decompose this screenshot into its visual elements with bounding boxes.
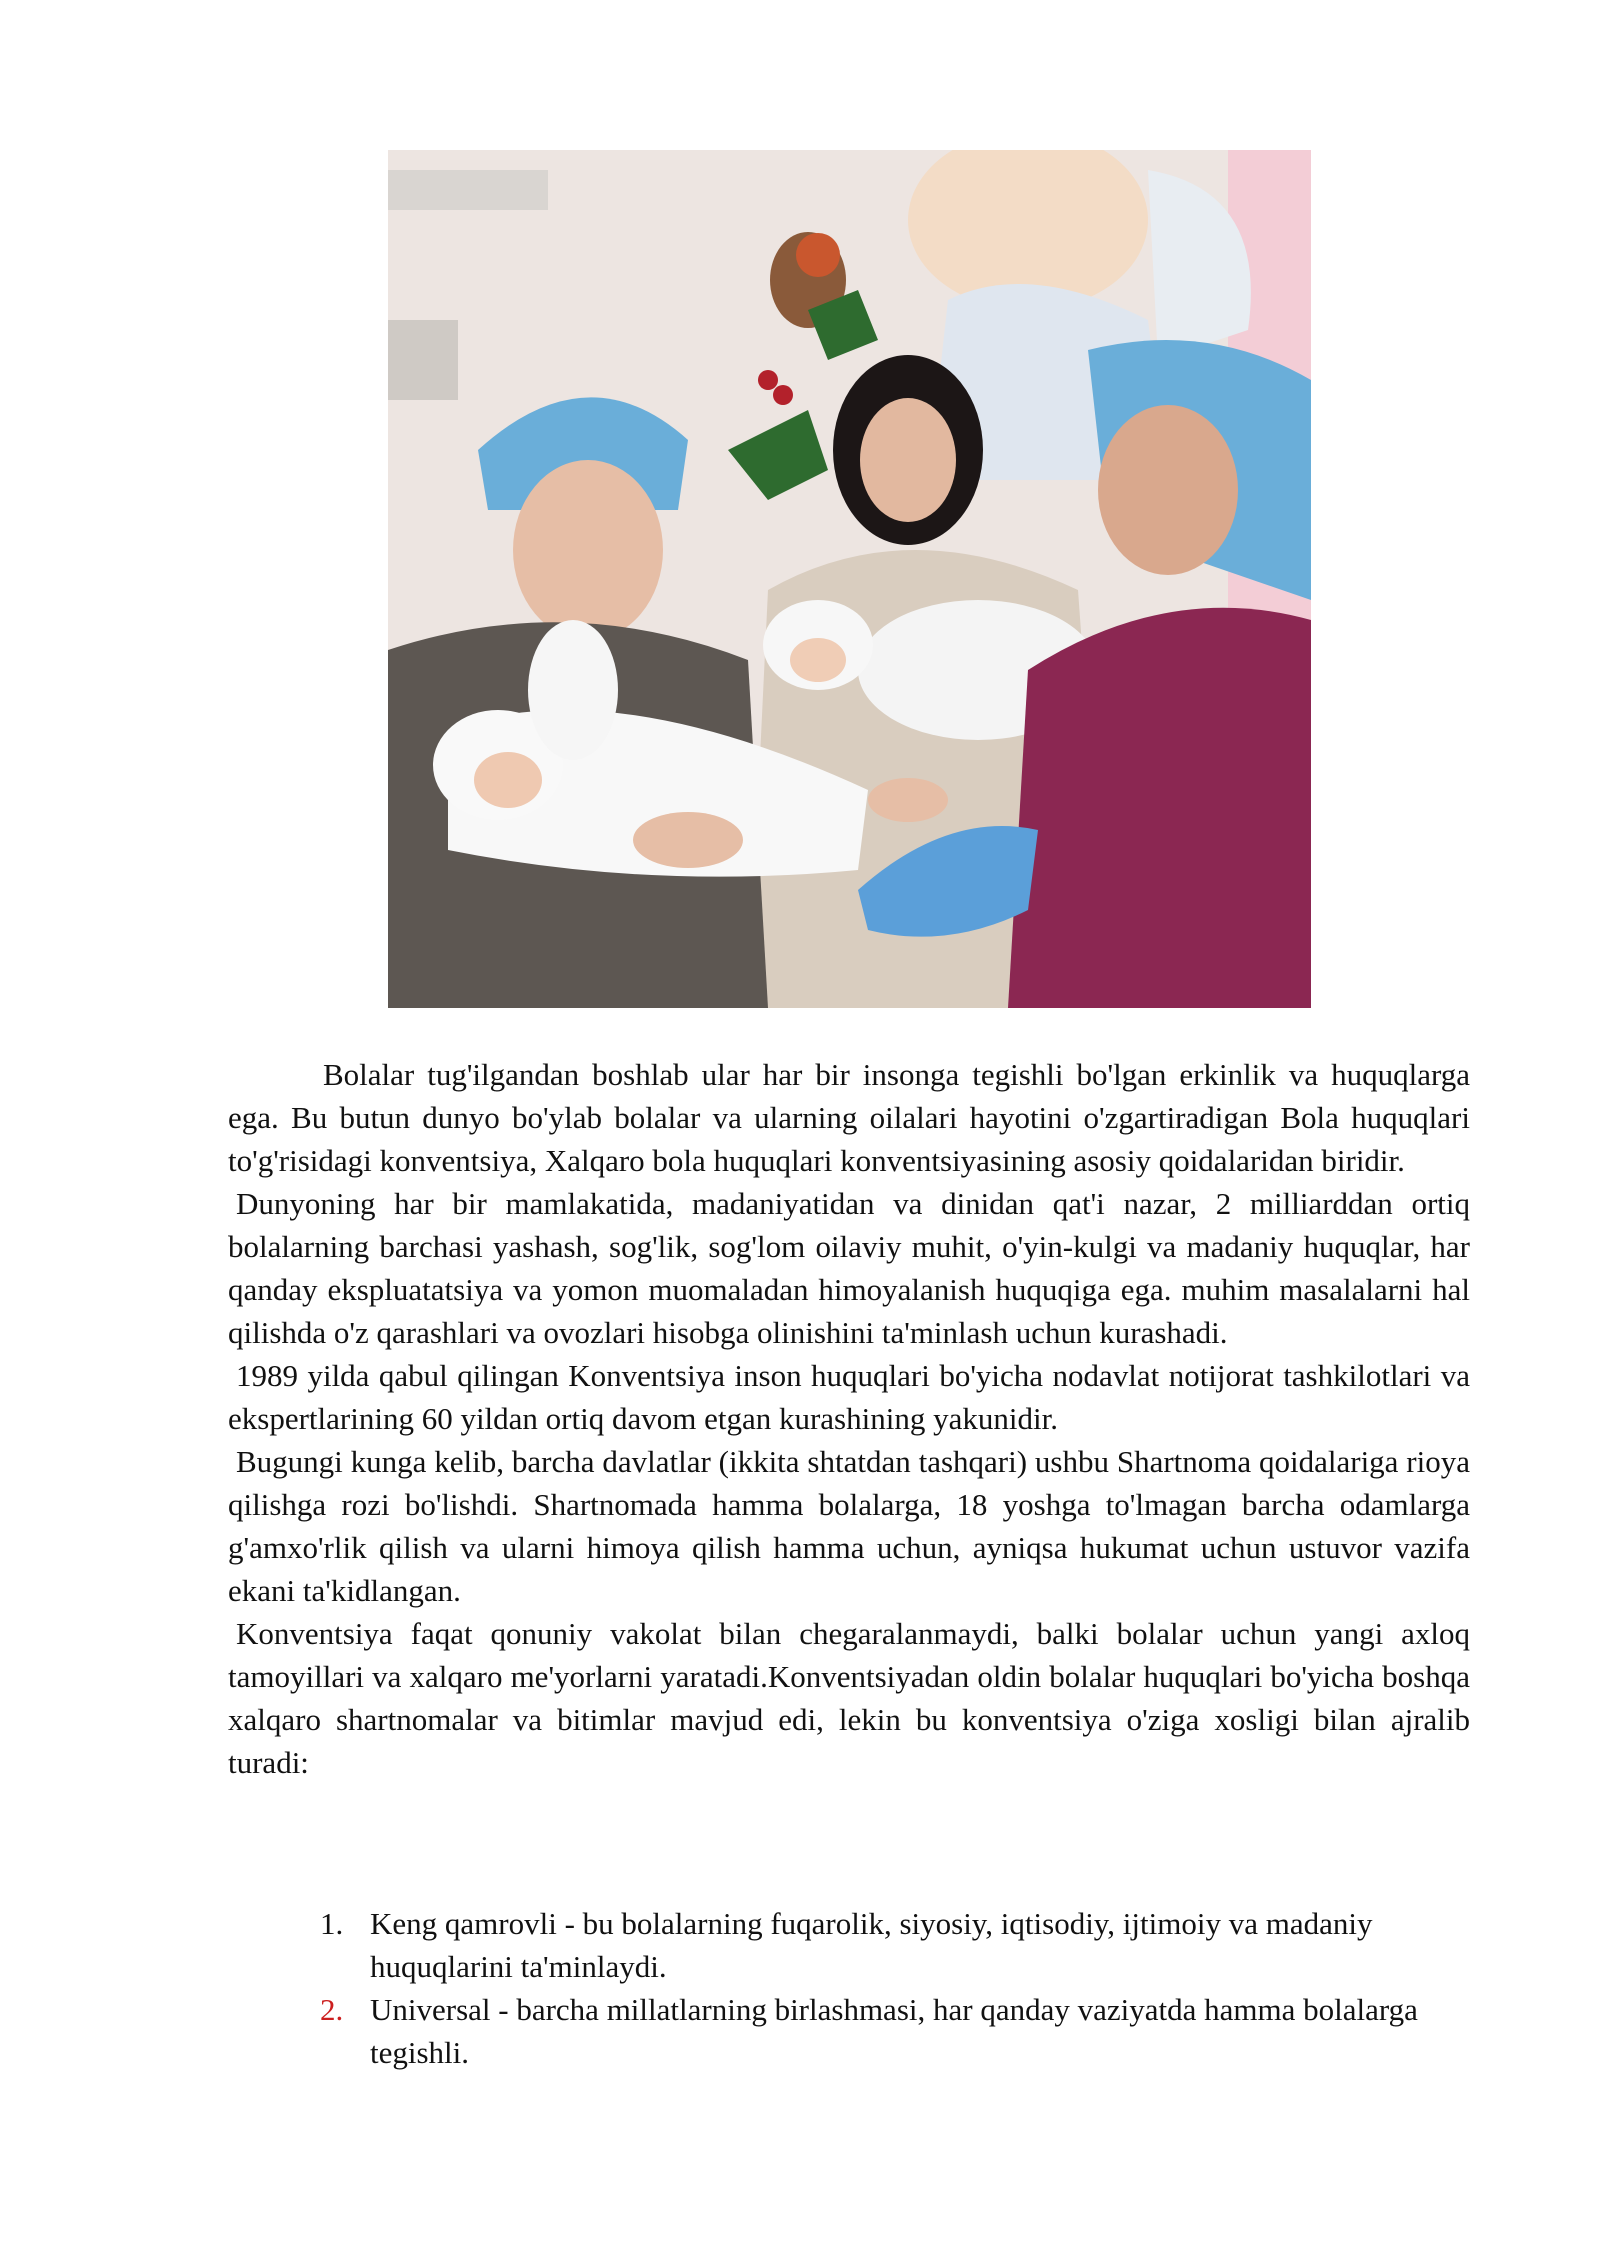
list-item-text: Keng qamrovli - bu bolalarning fuqarolik, siyosiy, iqtisodiy, ijtimoiy va madaniy huquqlarini ta'minlaydi. [370, 1906, 1373, 1984]
list-item-number: 2. [320, 1992, 344, 2027]
photo-nurses-holding-newborns [388, 150, 1311, 1008]
list-item-number: 1. [320, 1906, 344, 1941]
article-body [228, 1053, 1470, 1784]
paragraph-4: Bugungi kunga kelib, barcha davlatlar (ikkita shtatdan tashqari) ushbu Shartnoma qoidalariga rioya qilishga rozi bo'lishdi. Shartnomada hamma bolalarga, 18 yoshga to'lmagan barcha odamlarga g'amxo'rlik qilish va ularni himoya qilish hamma uchun, ayniqsa hukumat uchun ustuvor vazifa ekani ta'kidlangan. [228, 1444, 1470, 1608]
list-item [320, 1988, 1485, 2074]
numbered-list [320, 1902, 1485, 2074]
paragraph-1: Bolalar tug'ilgandan boshlab ular har bir insonga tegishli bo'lgan erkinlik va huquqlarga ega. Bu butun dunyo bo'ylab bolalar va ularning oilalari hayotini o'zgartiradigan Bola huquqlari to'g'risidagi konventsiya, Xalqaro bola huquqlari konventsiyasining asosiy qoidalaridan biridir. [228, 1057, 1470, 1178]
paragraph-2: Dunyoning har bir mamlakatida, madaniyatidan va dinidan qat'i nazar, 2 milliarddan ortiq bolalarning barchasi yashash, sog'lik, sog'lom oilaviy muhit, o'yin-kulgi va madaniy huquqlar, har qanday ekspluatatsiya va yomon muomaladan himoyalanish huquqiga ega. muhim masalalarni hal qilishda o'z qarashlari va ovozlari hisobga olinishini ta'minlash uchun kurashadi. [228, 1186, 1470, 1350]
paragraph-3: 1989 yilda qabul qilingan Konventsiya inson huquqlari bo'yicha nodavlat notijorat tashkilotlari va ekspertlarining 60 yildan ortiq davom etgan kurashining yakunidir. [228, 1358, 1470, 1436]
list-item-text: Universal - barcha millatlarning birlashmasi, har qanday vaziyatda hamma bolalarga tegishli. [370, 1992, 1418, 2070]
paragraph-5: Konventsiya faqat qonuniy vakolat bilan chegaralanmaydi, balki bolalar uchun yangi axloq tamoyillari va xalqaro me'yorlarni yaratadi.Konventsiyadan oldin bolalar huquqlari bo'yicha boshqa xalqaro shartnomalar va bitimlar mavjud edi, lekin bu konventsiya o'ziga xosligi bilan ajralib turadi: [228, 1616, 1470, 1780]
list-item [320, 1902, 1485, 1988]
article-photo [388, 150, 1311, 1008]
